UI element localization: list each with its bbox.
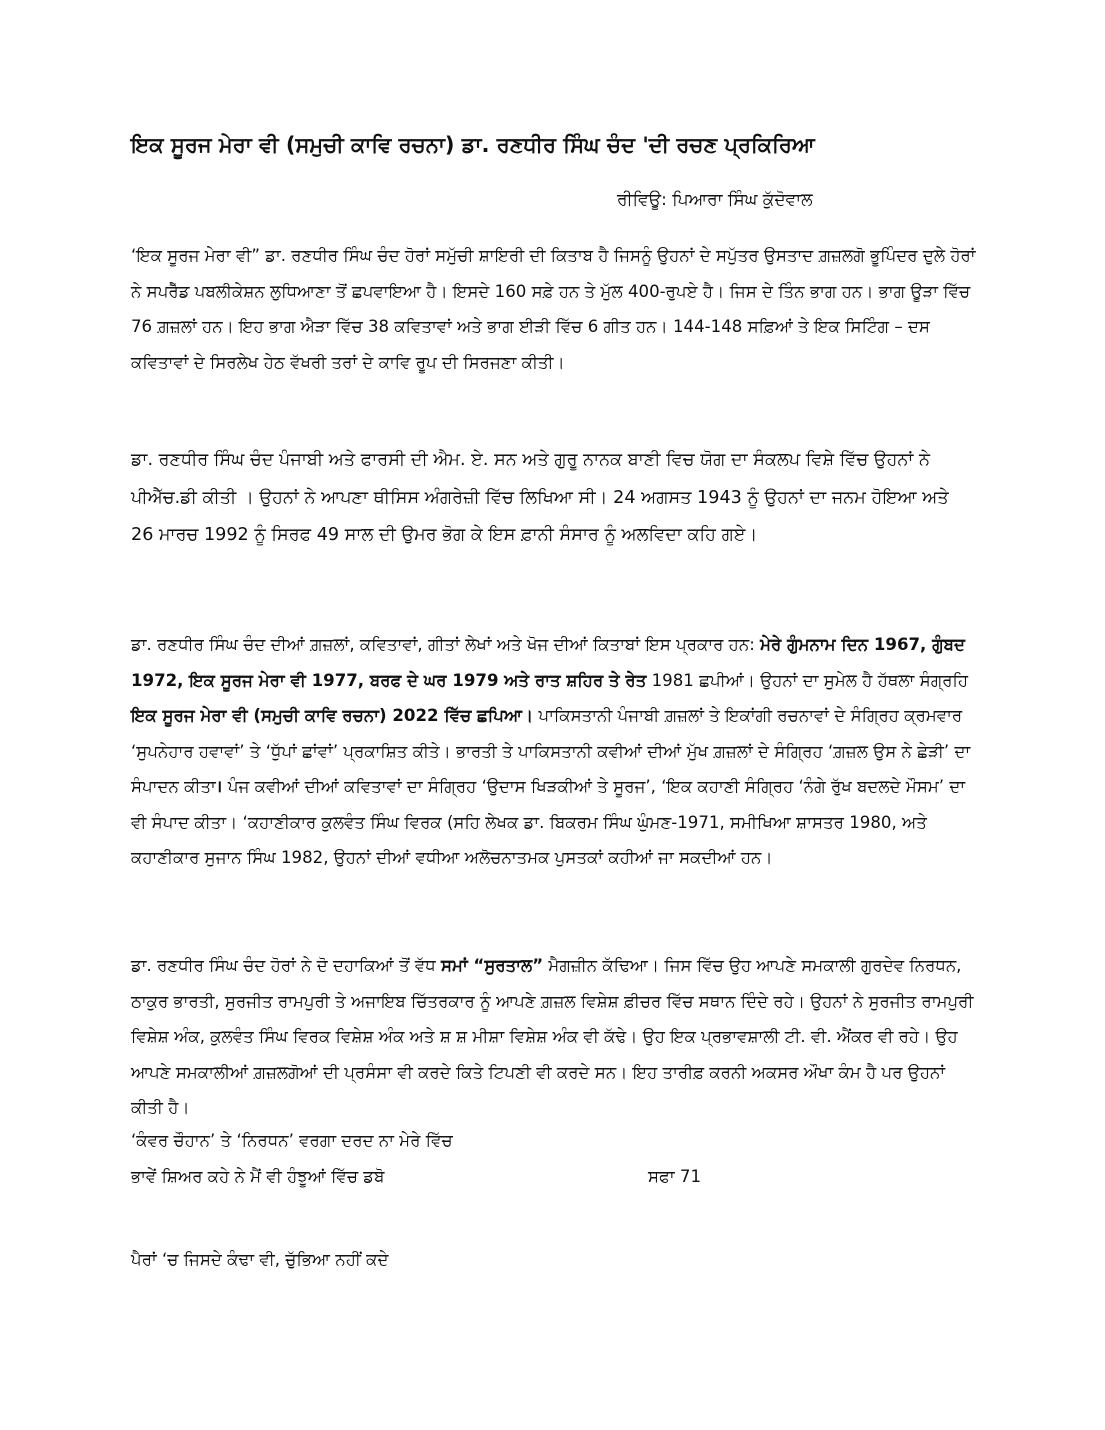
works-bold-danda: । — [215, 777, 228, 796]
magazine-bold-name: ਸਮਾਂ “ਸੁਰਤਾਲ” — [440, 956, 544, 975]
paragraph-book-intro: ‘ਇਕ ਸੂਰਜ ਮੇਰਾ ਵੀ” ਡਾ. ਰਣਧੀਰ ਸਿੰਘ ਚੰਦ ਹੋਰਾਂ ਸਮੁੱਚੀ ਸ਼ਾਇਰੀ ਦੀ ਕਿਤਾਬ ਹੈ ਜਿਸਨੂੰ ਉਹਨਾਂ ਦੇ ਸਪੁੱਤਰ ਉਸਤਾਦ ਗ਼ਜ਼ਲਗੋ ਭੂਪਿੰਦਰ ਦੁਲੇ ਹੋਰਾਂ ਨੇ ਸਪਰੈੱਡ ਪਬਲੀਕੇਸ਼ਨ ਲੁਧਿਆਣਾ ਤੋਂ ਛਪਵਾਇਆ ਹੈ। ਇਸਦੇ 160 ਸਫ਼ੇ ਹਨ ਤੇ ਮੁੱਲ 400-ਰੁਪਏ ਹੈ। ਜਿਸ ਦੇ ਤਿੰਨ ਭਾਗ ਹਨ। ਭਾਗ ਊੜਾ ਵਿੱਚ 76 ਗ਼ਜ਼ਲਾਂ ਹਨ। ਇਹ ਭਾਗ ਐੜਾ ਵਿੱਚ 38 ਕਵਿਤਾਵਾਂ ਅਤੇ ਭਾਗ ਈੜੀ ਵਿੱਚ 6 ਗੀਤ ਹਨ। 144-148 ਸਫ਼ਿਆਂ ਤੇ ਇਕ ਸਿਟਿੰਗ – ਦਸ ਕਵਿਤਾਵਾਂ ਦੇ ਸਿਰਲੇਖ ਹੇਠ ਵੱਖਰੀ ਤਰਾਂ ਦੇ ਕਾਵਿ ਰੂਪ ਦੀ ਸਿਰਜਣਾ ਕੀਤੀ। — [131, 246, 976, 372]
paragraph-works — [131, 627, 976, 876]
article-title: ਇਕ ਸੂਰਜ ਮੇਰਾ ਵੀ (ਸਮੁਚੀ ਕਾਵਿ ਰਚਨਾ) ਡਾ. ਰਣਧੀਰ ਸਿੰਘ ਚੰਦ 'ਦੀ ਰਚਣ ਪ੍ਰਕਿਰਿਆ — [131, 133, 815, 157]
verse-line-2: ਭਾਵੇਂ ਸ਼ਿਅਰ ਕਹੇ ਨੇ ਮੈਂ ਵੀ ਹੰਝੂਆਂ ਵਿੱਚ ਡਬੋ — [131, 1167, 385, 1186]
magazine-text-2: ਮੈਗਜ਼ੀਨ ਕੱਢਿਆ। ਜਿਸ ਵਿੱਚ ਉਹ ਆਪਣੇ ਸਮਕਾਲੀ ਗੁਰਦੇਵ ਨਿਰਧਨ, ਠਾਕੁਰ ਭਾਰਤੀ, ਸੁਰਜੀਤ ਰਾਮਪੁਰੀ ਤੇ ਅਜਾਇਬ ਚਿੱਤਰਕਾਰ ਨੂੰ ਆਪਣੇ ਗ਼ਜ਼ਲ ਵਿਸ਼ੇਸ਼ ਫ਼ੀਚਰ ਵਿੱਚ ਸਥਾਨ ਦਿੰਦੇ ਰਹੇ। ਉਹਨਾਂ ਨੇ ਸੁਰਜੀਤ ਰਾਮਪੁਰੀ ਵਿਸ਼ੇਸ਼ ਅੰਕ, ਕੁਲਵੰਤ ਸਿੰਘ ਵਿਰਕ ਵਿਸ਼ੇਸ਼ ਅੰਕ ਅਤੇ ਸ਼ ਸ਼ ਮੀਸ਼ਾ ਵਿਸ਼ੇਸ਼ ਅੰਕ ਵੀ ਕੱਢੇ। ਉਹ ਇਕ ਪ੍ਰਭਾਵਸ਼ਾਲੀ ਟੀ. ਵੀ. ਐਂਕਰ ਵੀ ਰਹੇ। ਉਹ ਆਪਣੇ ਸਮਕਾਲੀਆਂ ਗ਼ਜ਼ਲਗੋਆਂ ਦੀ ਪ੍ਰਸੰਸਾ ਵੀ ਕਰਦੇ ਕਿਤੇ ਟਿਪਣੀ ਵੀ ਕਰਦੇ ਸਨ। ਇਹ ਤਾਰੀਫ਼ ਕਰਨੀ ਅਕਸਰ ਔਖਾ ਕੰਮ ਹੈ ਪਰ ਉਹਨਾਂ ਕੀਤੀ ਹੈ। — [131, 956, 974, 1117]
magazine-text-1: ਡਾ. ਰਣਧੀਰ ਸਿੰਘ ਚੰਦ ਹੋਰਾਂ ਨੇ ਦੋ ਦਹਾਕਿਆਂ ਤੋਂ ਵੱਧ — [131, 956, 441, 975]
works-text-2: 1981 ਛਪੀਆਂ। ਉਹਨਾਂ ਦਾ ਸੁਮੇਲ ਹੈ ਹੱਥਲਾ ਸੰਗ੍ਰਹਿ — [646, 670, 969, 690]
works-bold-collection: ਇਕ ਸੂਰਜ ਮੇਰਾ ਵੀ (ਸਮੁਚੀ ਕਾਵਿ ਰਚਨਾ) 2022 ਵਿੱਚ ਛਪਿਆ। — [131, 706, 534, 725]
verse-line-3: ਪੈਰਾਂ ‘ਚ ਜਿਸਦੇ ਕੰਢਾ ਵੀ, ਚੁੱਭਿਆ ਨਹੀਂ ਕਦੇ — [131, 1250, 389, 1269]
works-text-3: ਪਾਕਿਸਤਾਨੀ ਪੰਜਾਬੀ ਗ਼ਜ਼ਲਾਂ ਤੇ ਇਕਾਂਗੀ ਰਚਨਾਵਾਂ ਦੇ ਸੰਗ੍ਰਿਹ ਕ੍ਰਮਵਾਰ ‘ਸੁਪਨੇਹਾਰ ਹਵਾਵਾਂ’ ਤੇ ‘ਧੁੱਪਾਂ ਛਾਂਵਾਂ’ ਪ੍ਰਕਾਸ਼ਿਤ ਕੀਤੇ। ਭਾਰਤੀ ਤੇ ਪਾਕਿਸਤਾਨੀ ਕਵੀਆਂ ਦੀਆਂ ਮੁੱਖ ਗ਼ਜ਼ਲਾਂ ਦੇ ਸੰਗ੍ਰਿਹ ‘ਗ਼ਜ਼ਲ ਉਸ ਨੇ ਛੇੜੀ’ ਦਾ ਸੰਪਾਦਨ ਕੀਤਾ — [131, 706, 971, 796]
verse-line-1: ‘ਕੰਵਰ ਚੌਹਾਨ’ ਤੇ ‘ਨਿਰਧਨ’ ਵਰਗਾ ਦਰਦ ਨਾ ਮੇਰੇ ਵਿੱਚ — [131, 1131, 453, 1150]
works-bold-titles: ਮੇਰੇ ਗੁੰਮਨਾਮ ਦਿਨ 1967, ਗੁੰਬਦ 1972, ਇਕ ਸੂਰਜ ਮੇਰਾ ਵੀ 1977, ਬਰਫ ਦੇ ਘਰ 1979 ਅਤੇ ਰਾਤ ਸ਼ਹਿਰ ਤੇ ਰੇਤ — [131, 635, 966, 690]
verse-page-reference: ਸਫਾ 71 — [648, 1167, 702, 1186]
paragraph-biography: ਡਾ. ਰਣਧੀਰ ਸਿੰਘ ਚੰਦ ਪੰਜਾਬੀ ਅਤੇ ਫਾਰਸੀ ਦੀ ਐਮ. ਏ. ਸਨ ਅਤੇ ਗੁਰੂ ਨਾਨਕ ਬਾਣੀ ਵਿਚ ਯੋਗ ਦਾ ਸੰਕਲਪ ਵਿਸ਼ੇ ਵਿੱਚ ਉਹਨਾਂ ਨੇ ਪੀਐੱਚ.ਡੀ ਕੀਤੀ । ਉਹਨਾਂ ਨੇ ਆਪਣਾ ਥੀਸਿਸ ਅੰਗਰੇਜ਼ੀ ਵਿੱਚ ਲਿਖਿਆ ਸੀ। 24 ਅਗਸਤ 1943 ਨੂੰ ਉਹਨਾਂ ਦਾ ਜਨਮ ਹੋਇਆ ਅਤੇ 26 ਮਾਰਚ 1992 ਨੂੰ ਸਿਰਫ 49 ਸਾਲ ਦੀ ਉਮਰ ਭੋਗ ਕੇ ਇਸ ਫ਼ਾਨੀ ਸੰਸਾਰ ਨੂੰ ਅਲਵਿਦਾ ਕਹਿ ਗਏ। — [131, 450, 949, 545]
paragraph-magazine — [131, 948, 976, 1126]
works-text-1: ਡਾ. ਰਣਧੀਰ ਸਿੰਘ ਚੰਦ ਦੀਆਂ ਗ਼ਜ਼ਲਾਂ, ਕਵਿਤਾਵਾਂ, ਗੀਤਾਂ ਲੇਖਾਂ ਅਤੇ ਖੋਜ ਦੀਆਂ ਕਿਤਾਬਾਂ ਇਸ ਪ੍ਰਕਾਰ ਹਨ: — [131, 635, 761, 654]
works-text-4: ਪੰਜ ਕਵੀਆਂ ਦੀਆਂ ਕਵਿਤਾਵਾਂ ਦਾ ਸੰਗ੍ਰਿਹ ‘ਉਦਾਸ ਖਿੜਕੀਆਂ ਤੇ ਸੂਰਜ’, ‘ਇਕ ਕਹਾਣੀ ਸੰਗ੍ਰਿਹ ‘ਨੰਗੇ ਰੁੱਖ ਬਦਲਦੇ ਮੌਸਮ’ ਦਾ ਵੀ ਸੰਪਾਦ ਕੀਤਾ। ‘ਕਹਾਣੀਕਾਰ ਕੁਲਵੰਤ ਸਿੰਘ ਵਿਰਕ (ਸਹਿ ਲੇਖਕ ਡਾ. ਬਿਕਰਮ ਸਿੰਘ ਘੁੰਮਣ-1971, ਸਮੀਖਿਆ ਸ਼ਾਸਤਰ 1980, ਅਤੇ ਕਹਾਣੀਕਾਰ ਸੁਜਾਨ ਸਿੰਘ 1982, ਉਹਨਾਂ ਦੀਆਂ ਵਧੀਆ ਅਲੋਚਨਾਤਮਕ ਪੁਸਤਕਾਂ ਕਹੀਆਂ ਜਾ ਸਕਦੀਆਂ ਹਨ। — [131, 777, 966, 867]
review-byline: ਰੀਵਿਊ: ਪਿਆਰਾ ਸਿੰਘ ਕੁੱਦੋਵਾਲ — [617, 190, 813, 210]
